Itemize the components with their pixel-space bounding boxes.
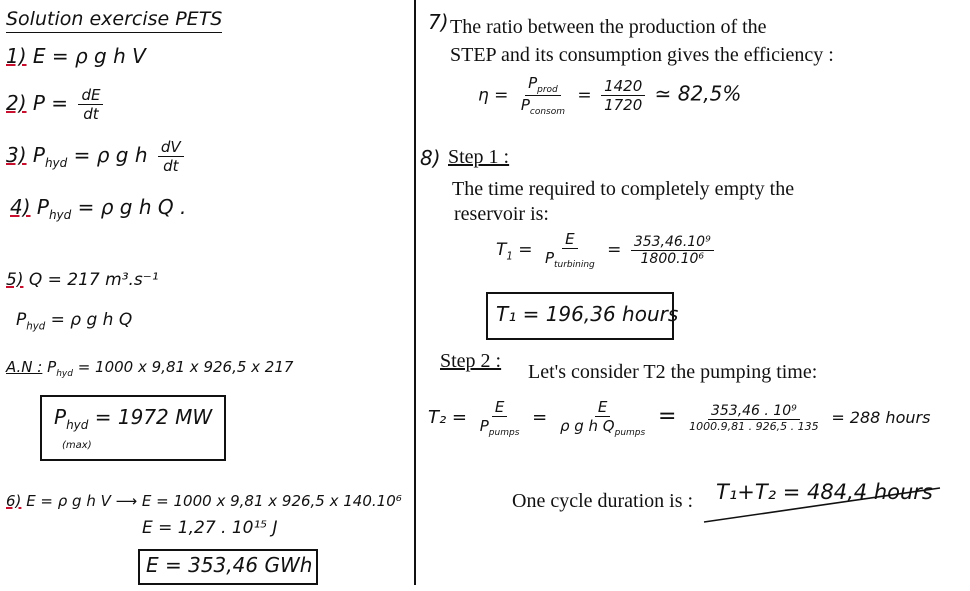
frac-numerator: E: [595, 398, 610, 417]
frac-numerator: E: [492, 398, 507, 417]
item-1: [6, 44, 146, 68]
fraction-values: [601, 77, 645, 114]
cycle-label: One cycle duration is :: [512, 490, 694, 512]
fraction: [78, 86, 103, 123]
item-7-line-2: STEP and its consumption gives the efficiency :: [450, 44, 834, 66]
formula-sub: hyd: [66, 418, 89, 432]
item-3: [6, 138, 188, 175]
item-7-number: 7): [428, 10, 449, 34]
item-number: 6): [6, 492, 22, 510]
item-number: 3): [6, 143, 27, 167]
formula-sub: hyd: [48, 208, 72, 222]
page-title: Solution exercise PETS: [6, 8, 222, 33]
fraction-values: [686, 403, 821, 433]
formula-lhs: P: [47, 358, 57, 376]
frac-numerator: 353,46.10⁹: [631, 234, 714, 251]
energy-result: E = 353,46 GWh: [146, 553, 313, 577]
formula-rhs: = ρ g h Q: [45, 310, 133, 330]
fraction: [158, 138, 184, 175]
equals: =: [657, 404, 677, 429]
formula-sub: hyd: [56, 369, 73, 379]
item-2: [6, 86, 107, 123]
formula-sub: hyd: [44, 156, 68, 170]
frac-denominator: 1720: [604, 96, 643, 114]
frac-numerator: E: [562, 230, 577, 249]
t1-lhs: T: [496, 240, 507, 260]
power-result: [54, 405, 212, 432]
frac-denominator: $P_{consom}$: [520, 96, 566, 117]
formula-lhs: P =: [32, 91, 69, 115]
item-6: [6, 492, 402, 510]
fraction-power: [518, 74, 568, 117]
frac-denominator: 1000.9,81 . 926,5 . 135: [689, 420, 819, 433]
formula-mid: = ρ g h Q .: [71, 195, 187, 219]
eta: η =: [478, 85, 509, 106]
item-7-line-1: The ratio between the production of the: [450, 16, 767, 38]
item-number: 2): [6, 91, 27, 115]
step-1-line-1: The time required to completely empty the: [452, 178, 795, 200]
formula-lhs: P: [54, 405, 67, 429]
formula-rhs: = 1972 MW: [88, 405, 213, 429]
fraction-energy-pumps: [477, 398, 523, 438]
equals: =: [532, 407, 548, 428]
t1-result: T₁ = 196,36 hours: [496, 302, 679, 326]
frac-numerator: 353,46 . 10⁹: [708, 403, 800, 420]
item-number: 4): [10, 195, 31, 219]
formula-energy: E = ρ g h V: [32, 44, 146, 68]
frac-numerator: dE: [78, 86, 103, 105]
formula-rhs: = 1000 x 9,81 x 926,5 x 217: [72, 358, 294, 376]
fraction-energy-rhogh: [557, 398, 648, 438]
numeric-application: [6, 358, 293, 379]
equals: =: [607, 240, 622, 260]
flow-rate: Q = 217 m³.s⁻¹: [28, 270, 159, 290]
column-divider: [414, 0, 416, 585]
formula-lhs: P: [32, 143, 45, 167]
cycle-value: T₁+T₂ = 484,4 hours: [716, 480, 933, 504]
efficiency-formula: [478, 74, 741, 117]
t2-formula: [428, 398, 930, 438]
item-5: [6, 270, 159, 290]
step-1-line-2: reservoir is:: [454, 203, 549, 225]
formula-sub: hyd: [26, 321, 46, 333]
frac-denominator: ρ g h $Q_{pumps}$: [559, 417, 646, 438]
item-8-number: 8): [420, 146, 441, 170]
energy-calc: E = ρ g h V ⟶ E = 1000 x 9,81 x 926,5 x 140.10⁶: [26, 492, 402, 510]
cycle-underline: [700, 482, 946, 532]
step-2-heading: Step 2 :: [440, 350, 502, 372]
formula-mid: = ρ g h: [67, 143, 148, 167]
t1-formula: $T_1$ = $\frac{E}{P_{turbining}}$ = $\frac{\text{353,46.10⁹}}{\text{1800.10⁶}}$: [496, 230, 718, 270]
frac-denominator: dt: [83, 105, 99, 123]
frac-numerator: $P_{prod}$: [525, 74, 561, 96]
an-label: A.N :: [6, 358, 43, 376]
formula-lhs: P: [16, 310, 27, 330]
t2-result: = 288 hours: [831, 408, 931, 427]
item-number: 5): [6, 270, 24, 290]
t2-lhs: T₂ =: [428, 407, 468, 428]
fraction-values: [631, 234, 714, 267]
frac-denominator: $P_{turbining}$: [544, 249, 595, 270]
fraction-energy-power: [542, 230, 598, 270]
equals: =: [577, 85, 592, 106]
item-number: 1): [6, 44, 27, 68]
frac-denominator: dt: [163, 157, 179, 175]
frac-numerator: dV: [158, 138, 184, 157]
efficiency-value: ≃ 82,5%: [654, 81, 742, 106]
step-1-heading: Step 1 :: [448, 146, 510, 168]
item-4: [10, 195, 186, 222]
formula-lhs: P: [36, 195, 49, 219]
phyd-formula: [16, 310, 132, 332]
energy-value: E = 1,27 . 10¹⁵ J: [142, 518, 278, 538]
frac-denominator: $P_{pumps}$: [479, 417, 520, 438]
frac-numerator: 1420: [601, 77, 645, 96]
frac-denominator: 1800.10⁶: [640, 250, 705, 267]
power-result-max: (max): [62, 440, 92, 451]
equals: =: [518, 240, 533, 260]
step-2-text: Let's consider T2 the pumping time:: [528, 361, 818, 383]
